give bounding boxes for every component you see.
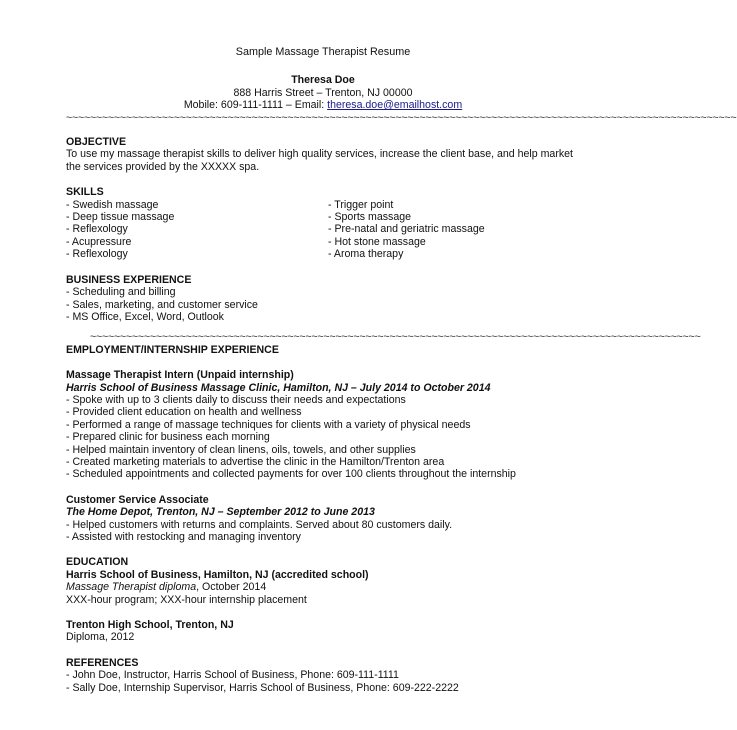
list-item: - Scheduled appointments and collected payments for over 100 clients throughout the internship bbox=[66, 468, 516, 481]
diploma-date: , October 2014 bbox=[196, 581, 267, 594]
list-item: - MS Office, Excel, Word, Outlook bbox=[66, 310, 224, 323]
references-list bbox=[66, 669, 580, 694]
skills-column-right bbox=[328, 199, 485, 261]
header-divider: ~~~~~~~~~~~~~~~~~~~~~~~~~~~~~~~~~~~~~~~~~~~~~~~~~~~~~~~~~~~~~~~~~~~~~~~~~~~~~~~~~~~~~~~~~~~~~~~~~~~~~~~~~~~~~~~~ bbox=[66, 111, 737, 124]
diploma-line bbox=[66, 581, 580, 593]
list-item: - Helped maintain inventory of clean linens, oils, towels, and other supplies bbox=[66, 443, 416, 456]
business-heading: BUSINESS EXPERIENCE bbox=[66, 273, 192, 286]
list-item: - Pre-natal and geriatric massage bbox=[328, 223, 485, 236]
candidate-name: Theresa Doe bbox=[291, 74, 355, 87]
skills-column-left bbox=[66, 199, 328, 261]
job-organization: The Home Depot, Trenton, NJ – September 2012 to June 2013 bbox=[66, 506, 375, 519]
list-item: - Aroma therapy bbox=[328, 248, 404, 261]
diploma-title: Massage Therapist diploma bbox=[66, 581, 197, 594]
candidate-address: 888 Harris Street – Trenton, NJ 00000 bbox=[233, 86, 413, 99]
business-list bbox=[66, 286, 580, 323]
job-title: Customer Service Associate bbox=[66, 493, 209, 506]
list-item: - Assisted with restocking and managing inventory bbox=[66, 531, 301, 543]
job-duties bbox=[66, 519, 580, 544]
resume-header bbox=[66, 74, 737, 124]
list-item: - Performed a range of massage techniques for clients with a variety of physical needs bbox=[66, 418, 471, 431]
email-link[interactable]: theresa.doe@emailhost.com bbox=[327, 99, 463, 112]
list-item: - Provided client education on health and wellness bbox=[66, 406, 302, 419]
objective-text: To use my massage therapist skills to deliver high quality services, increase the client base, and help market the services provided by the XXXXX spa. bbox=[66, 148, 573, 173]
education-heading: EDUCATION bbox=[66, 556, 129, 569]
list-item: - Sports massage bbox=[328, 211, 412, 224]
contact-phone: Mobile: 609-111-1111 – Email: bbox=[183, 99, 328, 112]
objective-heading: OBJECTIVE bbox=[66, 136, 127, 149]
list-item: - Helped customers with returns and complaints. Served about 80 customers daily. bbox=[66, 518, 453, 531]
job-duties bbox=[66, 394, 580, 481]
list-item: - Spoke with up to 3 clients daily to discuss their needs and expectations bbox=[66, 393, 406, 406]
list-item: - John Doe, Instructor, Harris School of Business, Phone: 609-111-1111 bbox=[66, 669, 399, 682]
list-item: - Sally Doe, Internship Supervisor, Harris School of Business, Phone: 609-222-2222 bbox=[66, 681, 459, 694]
list-item: - Prepared clinic for business each morning bbox=[66, 431, 270, 444]
candidate-contact bbox=[66, 99, 580, 111]
section-divider: ~~~~~~~~~~~~~~~~~~~~~~~~~~~~~~~~~~~~~~~~~~~~~~~~~~~~~~~~~~~~~~~~~~~~~~~~~~~~~~~~~~~~~~~~~~~~~~~~~~~~~~ bbox=[90, 331, 701, 344]
list-item: - Created marketing materials to advertise the clinic in the Hamilton/Trenton area bbox=[66, 455, 445, 468]
document-title: Sample Massage Therapist Resume bbox=[235, 46, 411, 58]
list-item: - Sales, marketing, and customer service bbox=[66, 298, 258, 311]
references-heading: REFERENCES bbox=[66, 656, 139, 669]
list-item: - Trigger point bbox=[328, 198, 394, 211]
list-item: - Hot stone massage bbox=[328, 235, 426, 248]
diploma-line: Diploma, 2012 bbox=[66, 631, 135, 644]
list-item: - Reflexology bbox=[66, 223, 128, 236]
skills-list bbox=[66, 199, 580, 261]
list-item: - Swedish massage bbox=[66, 198, 159, 211]
list-item: - Reflexology bbox=[66, 248, 128, 261]
employment-heading: EMPLOYMENT/INTERNSHIP EXPERIENCE bbox=[66, 343, 279, 356]
school-name: Harris School of Business, Hamilton, NJ (accredited school) bbox=[66, 568, 369, 581]
skills-heading: SKILLS bbox=[66, 186, 104, 199]
list-item: - Scheduling and billing bbox=[66, 286, 176, 299]
job-organization: Harris School of Business Massage Clinic, Hamilton, NJ – July 2014 to October 2014 bbox=[66, 381, 491, 394]
list-item: - Acupressure bbox=[66, 235, 132, 248]
list-item: - Deep tissue massage bbox=[66, 211, 175, 224]
job-title: Massage Therapist Intern (Unpaid internship) bbox=[66, 369, 294, 382]
program-details: XXX-hour program; XXX-hour internship placement bbox=[66, 593, 307, 606]
school-name: Trenton High School, Trenton, NJ bbox=[66, 619, 234, 632]
